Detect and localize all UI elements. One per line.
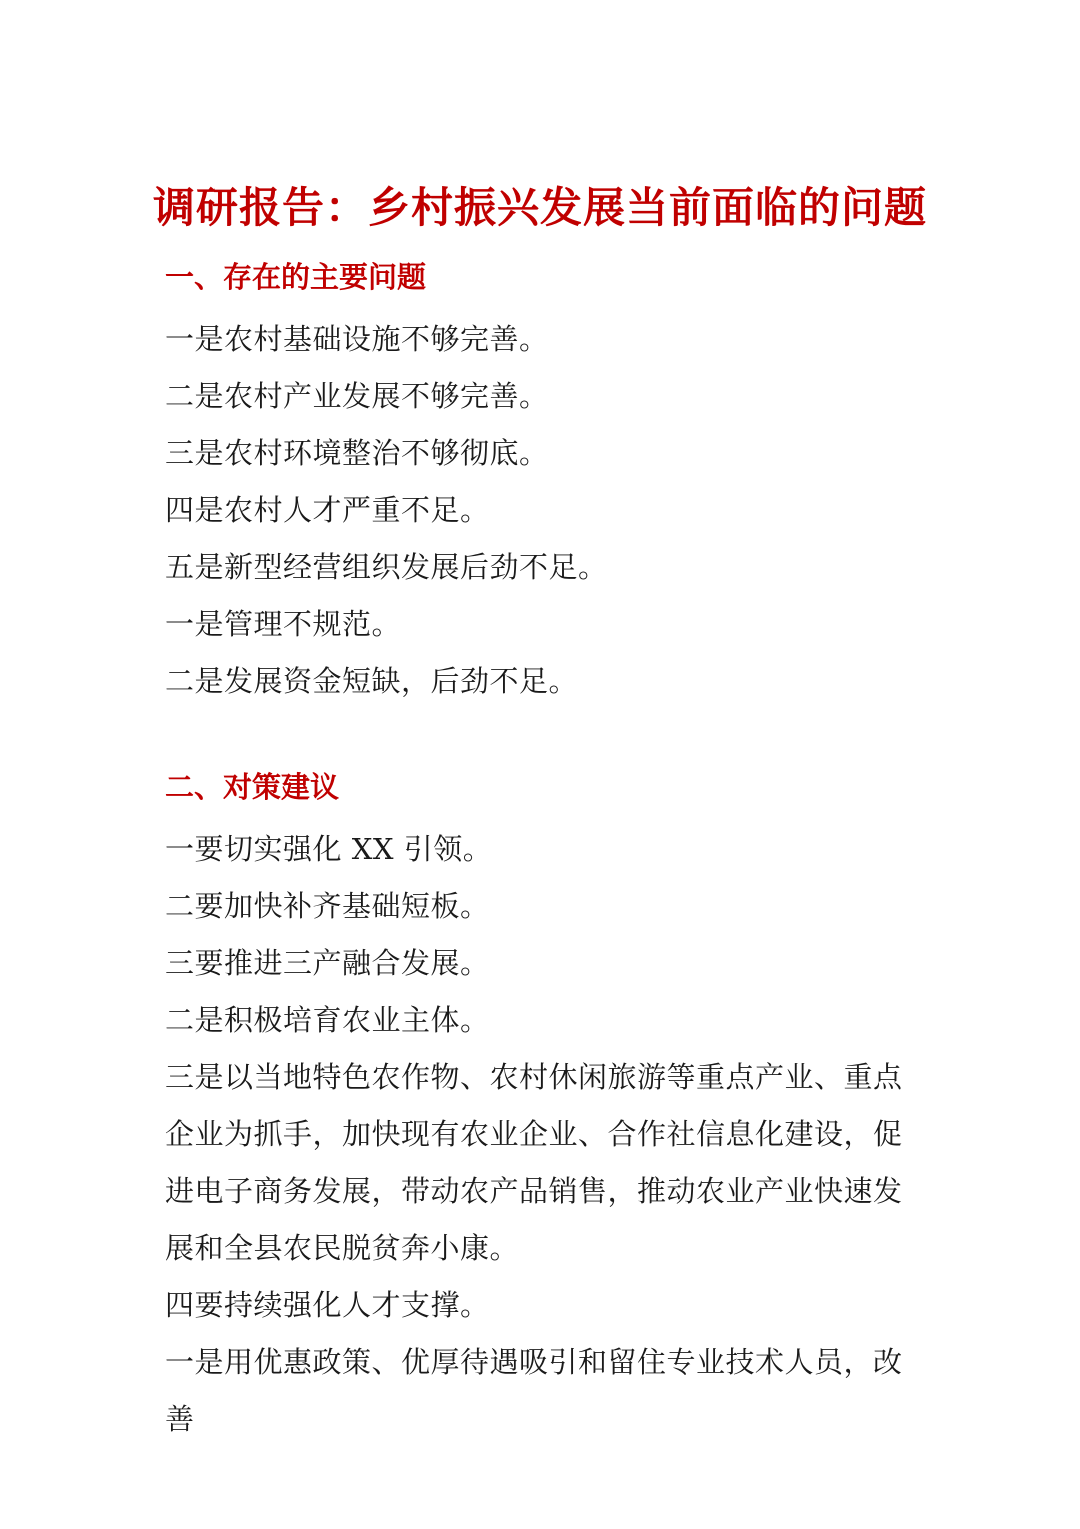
paragraph: 一是管理不规范。 [165,607,402,641]
paragraph: 二要加快补齐基础短板。 [165,889,490,923]
paragraph: 五是新型经营组织发展后劲不足。 [165,550,608,584]
paragraph: 三是农村环境整治不够彻底。 [165,436,549,470]
paragraph: 三是以当地特色农作物、农村休闲旅游等重点产业、重点企业为抓手，加快现有农业企业、合作社信息化建设，促进电子商务发展，带动农产品销售，推动农业产业快速发展和全县农民脱贫奔小康。 [165,1060,903,1265]
paragraph: 二是农村产业发展不够完善。 [165,379,549,413]
paragraph: 一是用优惠政策、优厚待遇吸引和留住专业技术人员，改善 [165,1345,903,1436]
section-heading: 二、对策建议 [165,770,340,804]
section-suggestions [165,764,925,1448]
paragraph: 二是积极培育农业主体。 [165,1003,490,1037]
section-main-problems [165,254,925,710]
document-title: 调研报告：乡村振兴发展当前面临的问题 [152,183,927,233]
paragraph: 三要推进三产融合发展。 [165,946,490,980]
paragraph: 二是发展资金短缺，后劲不足。 [165,664,579,698]
section-heading: 一、存在的主要问题 [165,260,427,294]
paragraph: 四要持续强化人才支撑。 [165,1288,490,1322]
paragraph: 一是农村基础设施不够完善。 [165,322,549,356]
paragraph: 四是农村人才严重不足。 [165,493,490,527]
paragraph: 一要切实强化 XX 引领。 [165,832,493,866]
